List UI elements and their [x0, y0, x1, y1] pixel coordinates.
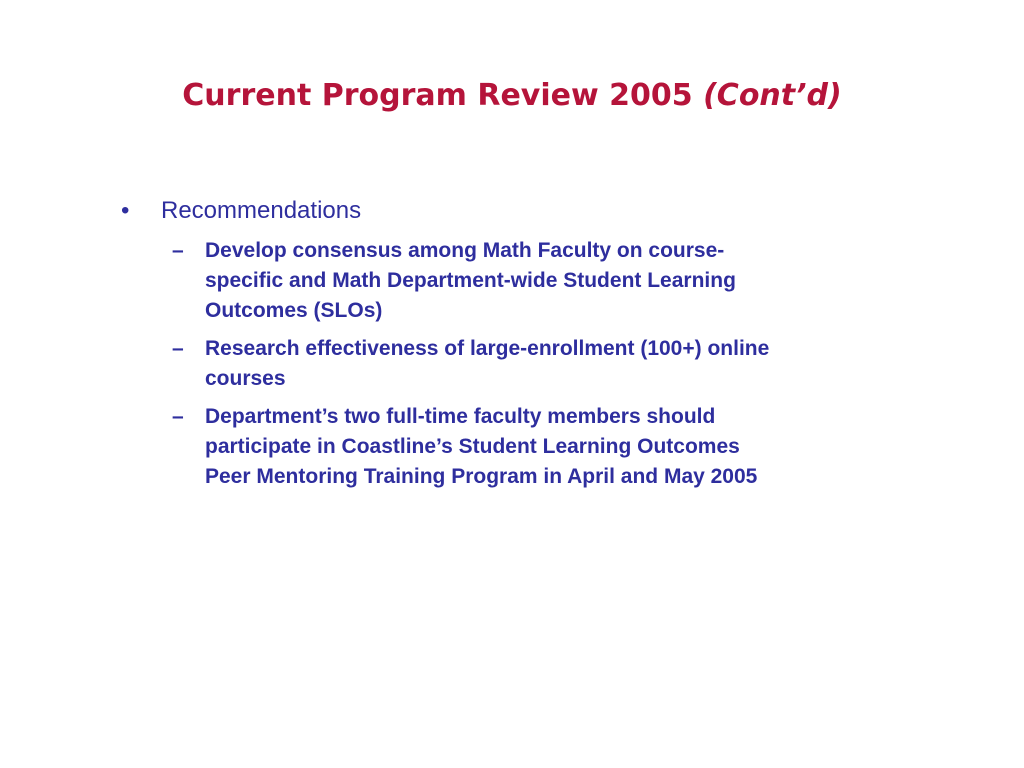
sub-item-line: Outcomes (SLOs): [205, 299, 383, 322]
sub-item-line: courses: [205, 367, 286, 390]
slide-title: [0, 74, 1024, 118]
sub-item-line: Research effectiveness of large-enrollment (100+) online: [205, 337, 770, 360]
sub-list: [0, 236, 1024, 492]
sub-item-line: Develop consensus among Math Faculty on course-: [205, 239, 725, 262]
sub-item: [0, 236, 1024, 326]
bullet-marker: •: [121, 197, 130, 224]
bullet-item: [0, 194, 1024, 228]
sub-item-marker: –: [172, 405, 184, 428]
slide-title-suffix: (Cont’d): [703, 78, 842, 113]
sub-item-text: [205, 236, 1024, 326]
bullet-label: Recommendations: [161, 197, 362, 224]
sub-item-text: [205, 402, 1024, 492]
sub-item: [0, 334, 1024, 394]
sub-item-line: specific and Math Department-wide Student Learning: [205, 269, 736, 292]
sub-item-marker: –: [172, 239, 184, 262]
slide-title-text: Current Program Review 2005: [182, 78, 693, 113]
sub-item-line: Department’s two full-time faculty members should: [205, 405, 716, 428]
sub-item-marker: –: [172, 337, 184, 360]
sub-item-line: participate in Coastline’s Student Learning Outcomes: [205, 435, 740, 458]
slide-content: [0, 194, 1024, 492]
sub-item-text: [205, 334, 1024, 394]
sub-item-line: Peer Mentoring Training Program in April and May 2005: [205, 465, 758, 488]
sub-item: [0, 402, 1024, 492]
